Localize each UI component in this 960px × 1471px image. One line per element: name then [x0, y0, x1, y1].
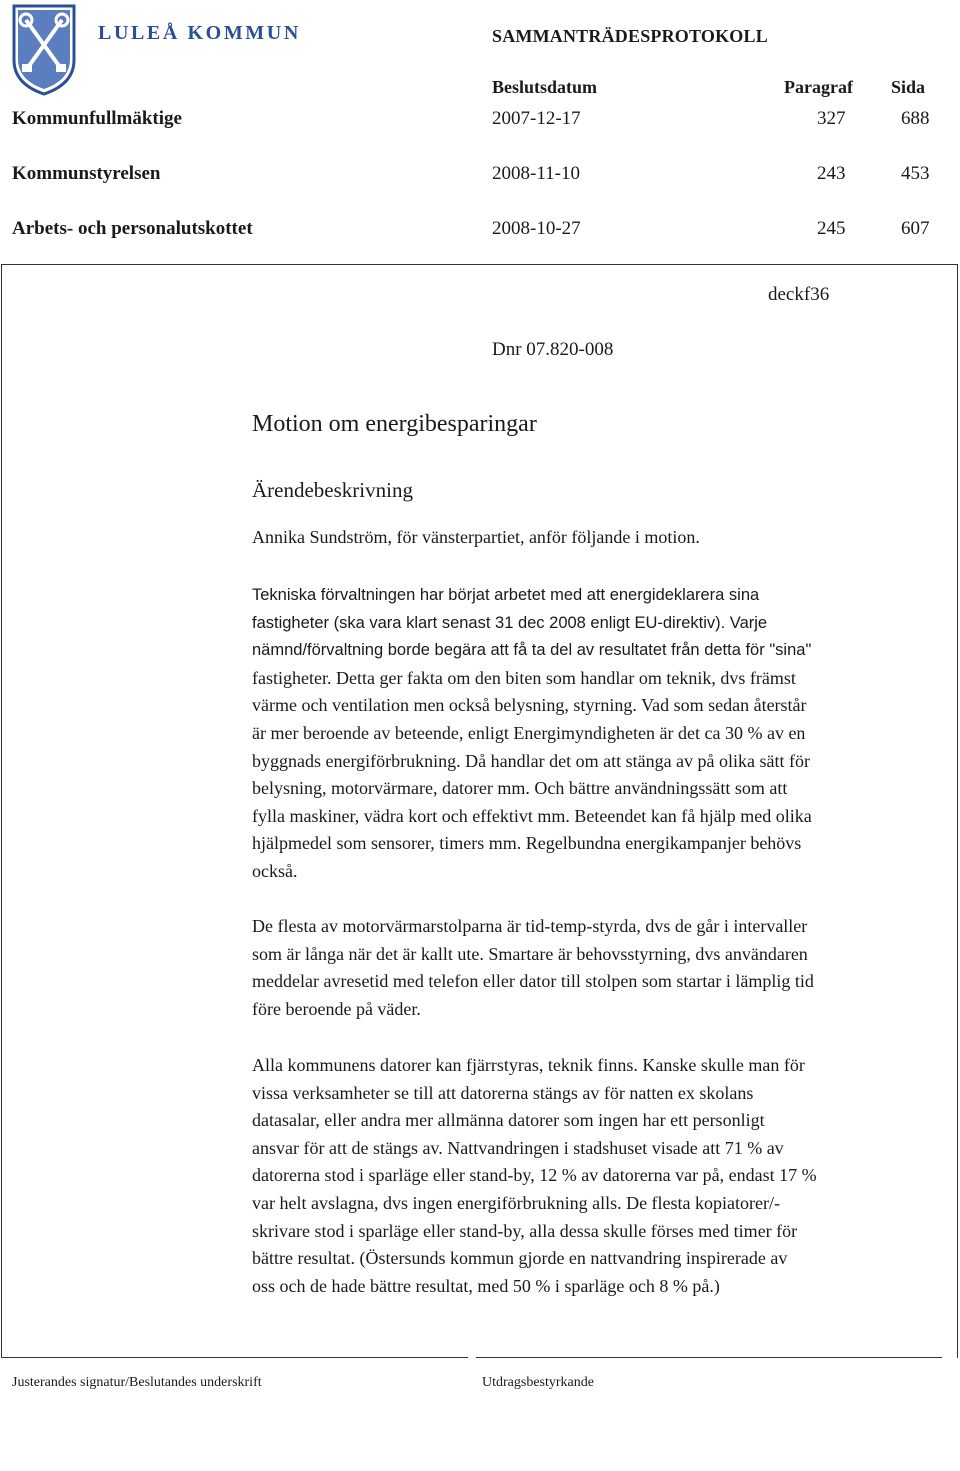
meeting-paragraph: 245 [817, 218, 846, 239]
text-line: oss och de hade bättre resultat, med 50 % i sparläge och 8 % på.) [252, 1275, 720, 1296]
text-line: byggnads energiförbrukning. Då handlar det om att stänga av på olika sätt för [252, 750, 811, 771]
text-line: ansvar för att de stängs av. Nattvandringen i stadshuset visade att 71 % av [252, 1137, 784, 1158]
text-line: hjälpmedel som sensorer, timers mm. Regelbundna energikampanjer behövs [252, 833, 802, 854]
extract-certification-label: Utdragsbestyrkande [482, 1375, 594, 1390]
text-line: före beroende på väder. [252, 998, 421, 1019]
text-line: är mer beroende av beteende, enligt Energimyndigheten är det ca 30 % av en [252, 722, 806, 743]
document-type: SAMMANTRÄDESPROTOKOLL [492, 26, 768, 46]
meeting-date: 2008-10-27 [492, 218, 581, 239]
column-header-date: Beslutsdatum [492, 77, 598, 97]
footer-divider-right [476, 1357, 942, 1358]
text-line: Alla kommunens datorer kan fjärrstyras, teknik finns. Kanske skulle man för [252, 1055, 805, 1075]
paragraph-computers [252, 1052, 958, 1300]
document-title: Motion om energibesparingar [252, 411, 537, 437]
document-code: deckf36 [768, 284, 830, 305]
signature-label: Justerandes signatur/Beslutandes underskrift [12, 1375, 262, 1390]
text-line: också. [252, 860, 298, 881]
meeting-body: Kommunfullmäktige [12, 108, 182, 129]
meeting-body: Arbets- och personalutskottet [12, 218, 253, 239]
text-line: bättre resultat. (Östersunds kommun gjorde en nattvandring inspirerade av [252, 1248, 788, 1269]
meeting-body: Kommunstyrelsen [12, 163, 161, 184]
text-line: var helt avslagna, dvs ingen energiförbrukning alls. De flesta kopiatorer/- [252, 1192, 781, 1213]
meeting-date: 2008-11-10 [492, 163, 580, 184]
text-line: som är långa när det är kallt ute. Smartare är behovsstyrning, dvs användaren [252, 943, 808, 964]
text-line: Tekniska förvaltningen har börjat arbetet med att energideklarera sina [252, 586, 760, 604]
footer-divider-left [1, 1357, 468, 1358]
meeting-page: 607 [901, 218, 930, 239]
text-line: fylla maskiner, vädra kort och effektivt mm. Beteendet kan få hjälp med olika [252, 805, 812, 826]
diary-number: Dnr 07.820-008 [492, 339, 614, 360]
meeting-paragraph: 243 [817, 163, 846, 184]
paragraph-energy-declaration [252, 582, 958, 886]
text-line: datasalar, eller andra mer allmänna datorer som ingen har ett personligt [252, 1110, 765, 1131]
text-line: belysning, motorvärmare, datorer mm. Och bättre användningssätt som att [252, 778, 788, 799]
text-line: skrivare stod i sparläge eller stand-by, alla dessa skulle förses med timer för [252, 1220, 798, 1241]
meeting-page: 688 [901, 108, 930, 129]
column-header-paragraph: Paragraf [784, 77, 853, 97]
meeting-date: 2007-12-17 [492, 108, 581, 129]
section-heading: Ärendebeskrivning [252, 478, 413, 502]
meeting-page: 453 [901, 163, 930, 184]
text-line: vissa verksamheter se till att datorerna stängs av för natten ex skolans [252, 1082, 754, 1103]
text-line: De flesta av motorvärmarstolparna är tid-temp-styrda, dvs de går i intervaller [252, 916, 808, 936]
text-line: fastigheter (ska vara klart senast 31 dec 2008 enligt EU-direktiv). Varje [252, 613, 768, 632]
organization-name: LULEÅ KOMMUN [98, 22, 301, 44]
meeting-paragraph: 327 [817, 108, 846, 129]
text-line: nämnd/förvaltning borde begära att få ta del av resultatet från detta för "sina" [252, 641, 812, 660]
text-line: meddelar avresetid med telefon eller dator till stolpen som startar i lämplig tid [252, 971, 814, 992]
text-line: datorerna stod i sparläge eller stand-by, 12 % av datorerna var på, endast 17 % [252, 1165, 817, 1186]
intro-text: Annika Sundström, för vänsterpartiet, anför följande i motion. [252, 527, 700, 547]
coat-of-arms-icon [12, 4, 76, 96]
text-line: värme och ventilation men också belysning, styrning. Vad som sedan återstår [252, 695, 807, 716]
text-line: fastigheter. Detta ger fakta om den biten som handlar om teknik, dvs främst [252, 667, 796, 688]
paragraph-engine-heaters [252, 913, 958, 1023]
column-header-page: Sida [891, 77, 926, 97]
